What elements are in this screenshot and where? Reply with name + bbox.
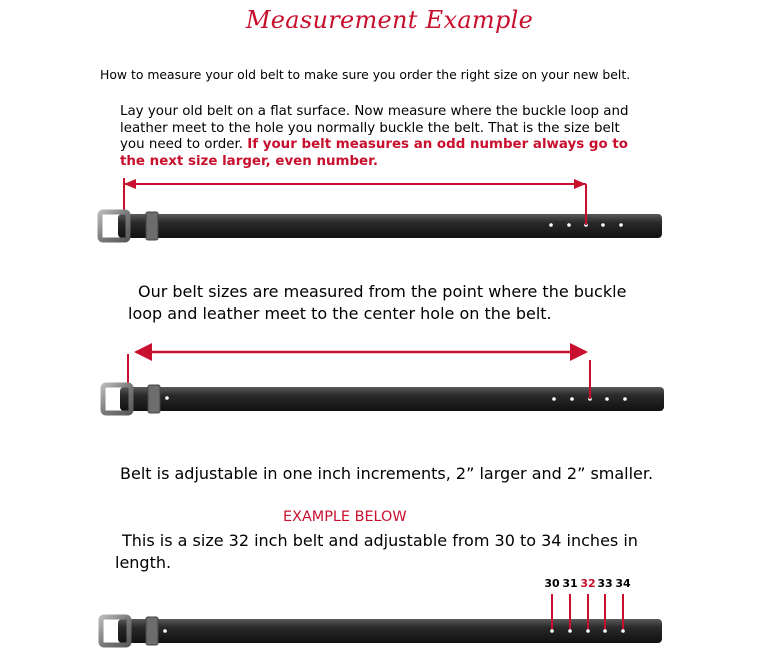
intro-text: How to measure your old belt to make sure you order the right size on your new belt. [100, 67, 631, 82]
belt-hole [603, 629, 607, 633]
belt-2 [103, 343, 664, 413]
arrow-head-left [124, 179, 136, 189]
belt-hole [550, 629, 554, 633]
example-text-line2: length. [115, 553, 172, 572]
belt-hole [568, 629, 572, 633]
size-label-30: 30 [544, 577, 560, 590]
belt-hole [619, 223, 623, 227]
sizing-note-line2: loop and leather meet to the center hole on the belt. [128, 304, 552, 323]
arrow-head-right [570, 343, 588, 361]
size-label-33: 33 [597, 577, 613, 590]
example-text-line1: This is a size 32 inch belt and adjustable from 30 to 34 inches in [122, 531, 638, 550]
belt-strap [120, 387, 664, 411]
size-label-34: 34 [615, 577, 631, 590]
belt-hole [163, 629, 167, 633]
belt-hole [586, 629, 590, 633]
belt-hole [552, 397, 556, 401]
belt-hole [623, 397, 627, 401]
belt-loop [146, 212, 158, 240]
size-label-31: 31 [562, 577, 578, 590]
example-text [115, 530, 655, 574]
odd-size-warning: If your belt measures an odd number always go to the next size larger, even number. [120, 137, 628, 169]
belt-3 [101, 594, 662, 645]
belt-strap [118, 214, 662, 238]
example-heading: EXAMPLE BELOW [283, 509, 407, 525]
instructions-text: Lay your old belt on a flat surface. Now measure where the buckle loop and leather meet to the hole you normally buckle the belt. That is the size belt you need to order. [120, 104, 629, 152]
belt-hole [165, 396, 169, 400]
belt-hole [570, 397, 574, 401]
belt-loop [146, 617, 158, 645]
belt-hole [549, 223, 553, 227]
size-label-32: 32 [580, 577, 596, 590]
page-title: Measurement Example [245, 6, 534, 34]
belt-hole [605, 397, 609, 401]
belt-loop [148, 385, 160, 413]
belt-hole [567, 223, 571, 227]
sizing-note-line1: Our belt sizes are measured from the point where the buckle [138, 282, 627, 301]
arrow-head-right [574, 179, 586, 189]
belt-hole [601, 223, 605, 227]
adjustable-note: Belt is adjustable in one inch increments, 2” larger and 2” smaller. [120, 464, 654, 483]
belt-1 [100, 178, 662, 240]
sizing-note [128, 281, 648, 325]
belt-hole [621, 629, 625, 633]
arrow-head-left [134, 343, 152, 361]
belt-strap [118, 619, 662, 643]
